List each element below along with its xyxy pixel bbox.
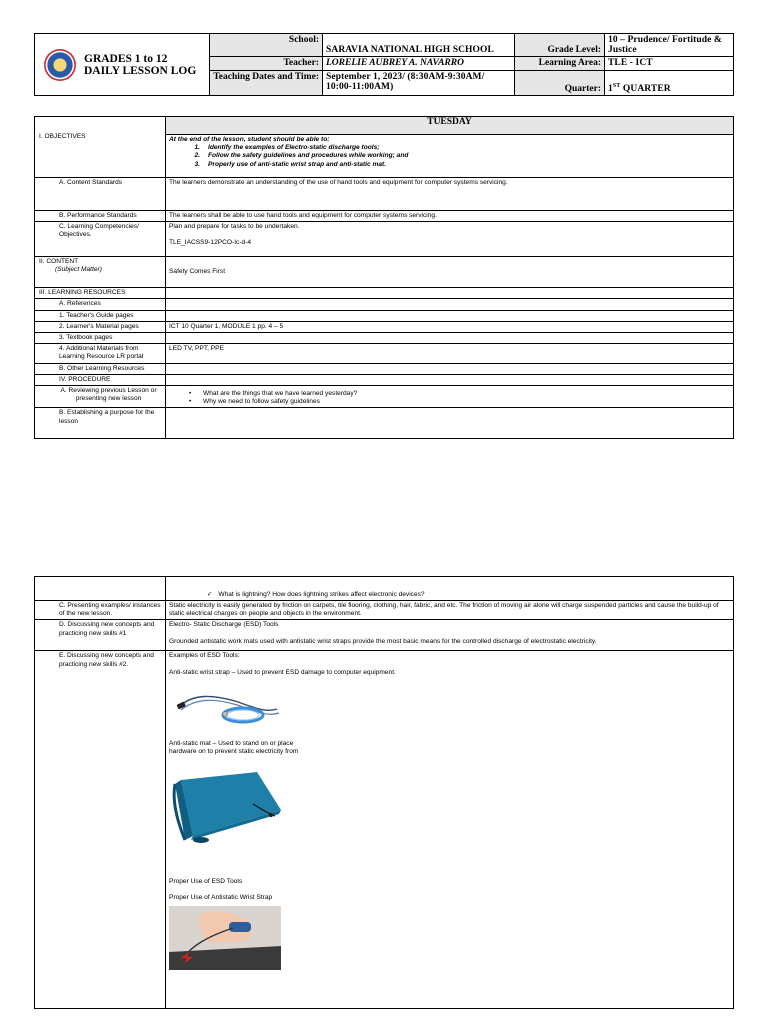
objectives-label: I. OBJECTIVES bbox=[35, 117, 166, 178]
school-value: SARAVIA NATIONAL HIGH SCHOOL bbox=[323, 34, 515, 57]
lesson-table-page1 bbox=[34, 116, 734, 439]
list-item: • Why we need to follow safety guidelines bbox=[189, 398, 320, 406]
teacher-label: Teacher: bbox=[210, 57, 323, 71]
objectives-intro: At the end of the lesson, student should be able to: bbox=[169, 136, 330, 143]
header-table bbox=[34, 33, 734, 96]
question-text: ✓ What is lightning? How does lightning strikes affect electronic devices? bbox=[166, 577, 734, 601]
quarter-label: Quarter: bbox=[515, 71, 605, 96]
antistatic-mat-image bbox=[171, 766, 283, 846]
references-label: A. References bbox=[35, 299, 166, 310]
competencies-text: Plan and prepare for tasks to be undertaken. TLE_IACSS9-12PCO-Ic-d-4 bbox=[166, 222, 734, 257]
header-logo-cell bbox=[35, 34, 210, 96]
purpose-value bbox=[166, 408, 734, 439]
objective-item: 1. Identify the examples of Electro-static discharge tools; bbox=[194, 144, 380, 152]
grade-level-label: Grade Level: bbox=[515, 34, 605, 57]
teacher-value: LORELIE AUBREY A. NAVARRO bbox=[323, 57, 515, 71]
other-resources-label: B. Other Learning Resources bbox=[35, 363, 166, 374]
objectives-content bbox=[166, 135, 734, 178]
discussing2-content: Examples of ESD Tools: Anti-static wrist strap – Used to prevent ESD damage to computer equipment. Anti-static mat – Used to stand on or place hardware on to prevent static electricity from Proper Use of ESD Tools Proper Use of Antistatic Wrist Strap bbox=[166, 651, 734, 1009]
additional-materials-label: 4. Additional Materials from Learning Resource LR portal bbox=[35, 344, 166, 363]
learning-resources-label: III. LEARNING RESOURCES bbox=[35, 288, 166, 299]
procedure-value bbox=[166, 374, 734, 385]
learning-area-label: Learning Area: bbox=[515, 57, 605, 71]
wrist-strap-image bbox=[173, 685, 285, 729]
day-header: TUESDAY bbox=[166, 117, 734, 135]
teachers-guide-label: 1. Teacher's Guide pages bbox=[35, 310, 166, 321]
performance-standards-label: B. Performance Standards bbox=[35, 211, 166, 222]
purpose-label: B. Establishing a purpose for the lesson bbox=[35, 408, 166, 439]
teachers-guide-value bbox=[166, 310, 734, 321]
content-standards-text: The learners demonstrate an understanding of the use of hand tools and equipment for computer systems servicing. bbox=[166, 178, 734, 211]
learning-resources-value bbox=[166, 288, 734, 299]
other-resources-value bbox=[166, 363, 734, 374]
question-label bbox=[35, 577, 166, 601]
presenting-text: Static electricity is easily generated by friction on carpets, tile flooring, clothing, hair, fabric, and etc. The friction of moving air alone will charge suspended particles and cause the build-up of static electrical charges on people and objects in the environment. bbox=[166, 601, 734, 620]
deped-seal-icon bbox=[44, 49, 76, 81]
additional-materials-value: LED TV, PPT, PPE bbox=[166, 344, 734, 363]
objective-item: 3. Properly use of anti-static wrist strap and anti-static mat. bbox=[194, 160, 387, 168]
discussing1-content: Electro- Static Discharge (ESD) Tools Grounded antistatic work mats used with antistatic wrist straps provide the most basic means for the controlled discharge of electrostatic electricity. bbox=[166, 620, 734, 651]
discussing2-label: E. Discussing new concepts and practicing new skills #2. bbox=[35, 651, 166, 1009]
reviewing-label: A. Reviewing previous Lesson or presenting new lesson bbox=[35, 386, 166, 408]
dates-label: Teaching Dates and Time: bbox=[210, 71, 323, 96]
learners-material-label: 2. Learner's Material pages bbox=[35, 321, 166, 332]
objective-item: 2. Follow the safety guidelines and procedures while working; and bbox=[194, 152, 409, 160]
learners-material-value: ICT 10 Quarter 1, MODULE 1 pp. 4 – 5 bbox=[166, 321, 734, 332]
content-label: II. CONTENT (Subject Matter) bbox=[35, 257, 166, 288]
lesson-table-page2 bbox=[34, 576, 734, 1009]
wrist-strap-usage-image bbox=[169, 906, 281, 970]
dates-value: September 1, 2023/ (8:30AM-9:30AM/ 10:00-11:00AM) bbox=[323, 71, 515, 96]
content-standards-label: A. Content Standards bbox=[35, 178, 166, 211]
document-title: GRADES 1 to 12 DAILY LESSON LOG bbox=[84, 52, 197, 77]
learning-area-value: TLE - ICT bbox=[605, 57, 734, 71]
check-icon: ✓ bbox=[207, 590, 213, 598]
content-text: Safety Comes First bbox=[166, 257, 734, 288]
grade-level-value: 10 – Prudence/ Fortitude & Justice bbox=[605, 34, 734, 57]
school-label: School: bbox=[210, 34, 323, 57]
textbook-value bbox=[166, 333, 734, 344]
performance-standards-text: The learners shall be able to use hand tools and equipment for computer systems servicing. bbox=[166, 211, 734, 222]
procedure-label: IV. PROCEDURE bbox=[35, 374, 166, 385]
competencies-label: C. Learning Competencies/ Objectives. bbox=[35, 222, 166, 257]
textbook-label: 3. Textbook pages bbox=[35, 333, 166, 344]
reviewing-content bbox=[166, 386, 734, 408]
presenting-label: C. Presenting examples/ instances of the new lesson. bbox=[35, 601, 166, 620]
references-value bbox=[166, 299, 734, 310]
discussing1-label: D. Discussing new concepts and practicing new skills #1 bbox=[35, 620, 166, 651]
list-item: • What are the things that we have learned yesterday? bbox=[189, 390, 358, 398]
quarter-value: 1ST QUARTER bbox=[605, 71, 734, 96]
